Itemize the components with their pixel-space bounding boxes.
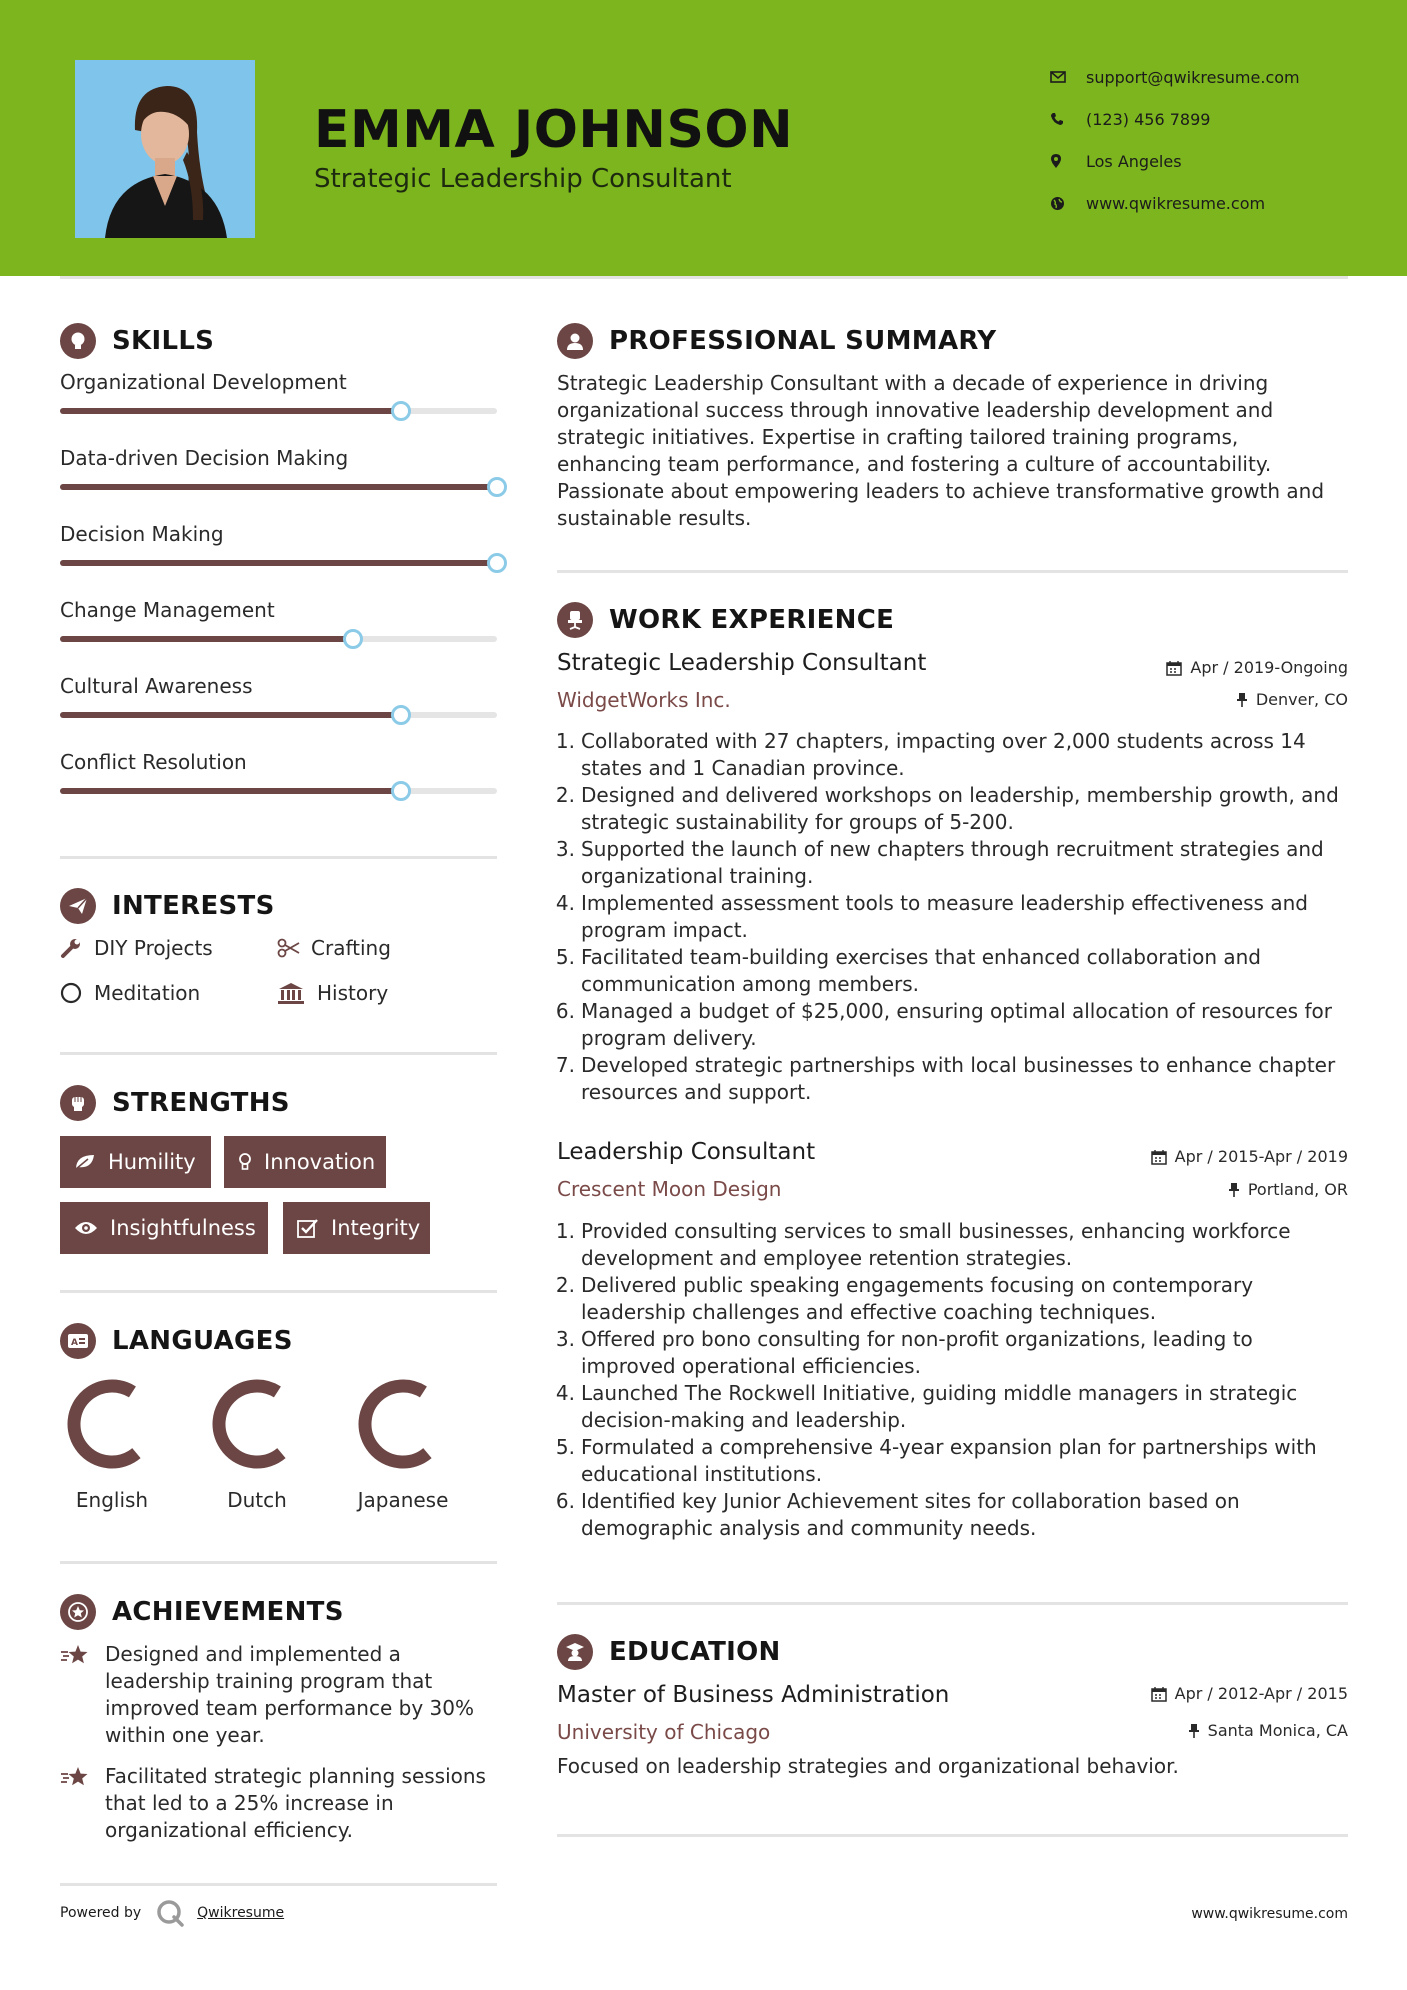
education-description: Focused on leadership strategies and organizational behavior. (557, 1754, 1179, 1778)
interest-crafting (277, 936, 391, 960)
skill-bar-knob (391, 401, 411, 421)
language-ring-arc (203, 1376, 310, 1472)
skill-item (60, 522, 497, 566)
star-icon (60, 1641, 105, 1749)
skill-item (60, 370, 497, 414)
job-location (1236, 690, 1348, 709)
job-location (1228, 1180, 1348, 1199)
skill-label: Conflict Resolution (60, 750, 247, 774)
envelope-icon (1050, 71, 1086, 83)
bullet-number: 6. (555, 999, 575, 1023)
calendar-icon (1151, 1686, 1167, 1702)
contact-website[interactable] (1050, 182, 1300, 224)
contact-website-text: www.qwikresume.com (1086, 193, 1266, 213)
interest-history (277, 981, 388, 1005)
job-bullet (551, 782, 1351, 836)
skill-bar-fill (60, 636, 353, 642)
summary-text: Strategic Leadership Consultant with a decade of experience in driving organizational success through innovative leadership development and strategic initiatives. Expertise in crafting tailored training programs, enhancing team performance, and fostering a culture of accountability. Passionate about empowering leaders to achieve transformative growth and sustainable results. (557, 371, 1325, 530)
interests-divider (60, 1052, 497, 1055)
skill-bar-knob (391, 781, 411, 801)
languages-divider (60, 1561, 497, 1564)
footer-powered-by (60, 1898, 284, 1928)
bullet-text: Offered pro bono consulting for non-profit organizations, leading to improved operational efficiencies. (581, 1327, 1253, 1378)
pushpin-icon (1236, 692, 1248, 708)
job-bullet (551, 1052, 1351, 1106)
job-bullet (551, 1218, 1351, 1272)
interest-label: Meditation (94, 981, 201, 1005)
contact-list (1050, 56, 1300, 224)
bullet-text: Supported the launch of new chapters through recruitment strategies and organizational training. (581, 837, 1324, 888)
language-label: Dutch (227, 1488, 287, 1512)
strengths-title: STRENGTHS (112, 1088, 290, 1118)
job-bullet (551, 998, 1351, 1052)
achievements-divider (60, 1883, 497, 1886)
bullet-text: Collaborated with 27 chapters, impacting over 2,000 students across 14 states and 1 Canadian province. (581, 729, 1306, 780)
strengths-divider (60, 1290, 497, 1293)
skills-heading (60, 323, 214, 359)
skill-bar (60, 408, 497, 414)
interest-label: DIY Projects (94, 936, 213, 960)
skill-bar-knob (487, 553, 507, 573)
education-dates (1151, 1684, 1348, 1703)
summary-heading (557, 323, 996, 359)
paper-plane-icon (60, 888, 96, 924)
skill-item (60, 446, 497, 490)
strength-chip-insightfulness (60, 1202, 268, 1254)
bullet-number: 6. (555, 1489, 575, 1513)
skill-label: Change Management (60, 598, 275, 622)
languages-heading (60, 1323, 293, 1359)
experience-title: WORK EXPERIENCE (609, 605, 895, 635)
skill-bar-knob (343, 629, 363, 649)
job-bullet (551, 836, 1351, 890)
lightbulb-icon (238, 1152, 252, 1172)
bullet-text: Provided consulting services to small businesses, enhancing workforce development and employee retention strategies. (581, 1219, 1291, 1270)
language-ring (197, 1376, 317, 1472)
svg-text:A: A (71, 1338, 78, 1348)
achievements-heading (60, 1594, 344, 1630)
bullet-number: 3. (555, 837, 575, 861)
language-item (343, 1376, 463, 1512)
skill-bar (60, 636, 497, 642)
language-ring-arc (58, 1376, 165, 1472)
bullet-number: 1. (555, 729, 575, 753)
skill-item (60, 750, 497, 794)
skill-bar (60, 560, 497, 566)
experience-heading (557, 602, 894, 638)
footer-url[interactable]: www.qwikresume.com (1191, 1906, 1348, 1922)
bullet-number: 2. (555, 783, 575, 807)
achievement-text: Designed and implemented a leadership training program that improved team performance by 30% within one year. (105, 1642, 474, 1747)
bullet-number: 4. (555, 891, 575, 915)
eye-icon (74, 1220, 98, 1236)
job-bullet (551, 944, 1351, 998)
achievements-title: ACHIEVEMENTS (112, 1597, 344, 1627)
education-dates-text: Apr / 2012-Apr / 2015 (1174, 1684, 1348, 1703)
job-bullet (551, 1272, 1351, 1326)
job-bullet (551, 1488, 1351, 1542)
language-ring (52, 1376, 172, 1472)
strength-label: Innovation (264, 1150, 376, 1174)
strength-label: Insightfulness (110, 1216, 256, 1240)
strength-label: Humility (108, 1150, 196, 1174)
languages-title: LANGUAGES (112, 1326, 293, 1356)
job-bullet-list (551, 728, 1351, 1106)
qwikresume-link[interactable]: Qwikresume (197, 1905, 285, 1921)
bullet-text: Implemented assessment tools to measure leadership effectiveness and program impact. (581, 891, 1308, 942)
calendar-icon (1151, 1149, 1167, 1165)
skills-title: SKILLS (112, 326, 215, 356)
job-bullet (551, 1326, 1351, 1380)
bullet-text: Facilitated team-building exercises that enhanced collaboration and communication among members. (581, 945, 1261, 996)
header-divider (60, 276, 1348, 279)
skill-bar-fill (60, 484, 497, 490)
job-dates-text: Apr / 2015-Apr / 2019 (1174, 1147, 1348, 1166)
job-bullet-list (551, 1218, 1351, 1542)
person-silhouette-icon (75, 60, 255, 238)
contact-location-text: Los Angeles (1086, 151, 1182, 171)
experience-divider (557, 1602, 1348, 1605)
skill-item (60, 674, 497, 718)
language-ring (343, 1376, 463, 1472)
bullet-number: 1. (555, 1219, 575, 1243)
strength-chip-integrity (283, 1202, 430, 1254)
language-item (52, 1376, 172, 1512)
bullet-number: 2. (555, 1273, 575, 1297)
skill-bar (60, 788, 497, 794)
skill-bar-fill (60, 408, 401, 414)
skill-bar-knob (487, 477, 507, 497)
globe-icon (1050, 196, 1086, 211)
interest-meditation (60, 981, 200, 1005)
job-location-text: Portland, OR (1247, 1180, 1348, 1199)
language-item (197, 1376, 317, 1512)
education-location-text: Santa Monica, CA (1207, 1721, 1348, 1740)
bullet-text: Delivered public speaking engagements focusing on contemporary leadership challenges and effective coaching techniques. (581, 1273, 1254, 1324)
achievement-item (60, 1763, 500, 1844)
contact-location (1050, 140, 1300, 182)
scissors-icon (277, 938, 311, 958)
pushpin-icon (1228, 1182, 1240, 1198)
interest-label: Crafting (311, 936, 391, 960)
candidate-name: EMMA JOHNSON (314, 100, 794, 160)
skill-label: Decision Making (60, 522, 224, 546)
skills-divider (60, 856, 497, 859)
profile-photo (75, 60, 255, 238)
skill-bar-fill (60, 560, 497, 566)
skill-bar (60, 484, 497, 490)
interest-label: History (317, 981, 389, 1005)
skill-bar-knob (391, 705, 411, 725)
achievement-text: Facilitated strategic planning sessions that led to a 25% increase in organizational efficiency. (105, 1764, 486, 1842)
bullet-number: 5. (555, 1435, 575, 1459)
contact-phone-text: (123) 456 7899 (1086, 109, 1211, 129)
bullet-text: Identified key Junior Achievement sites for collaboration based on demographic analysis and community needs. (581, 1489, 1240, 1540)
user-icon (557, 323, 593, 359)
education-school: University of Chicago (557, 1720, 771, 1744)
contact-email[interactable] (1050, 56, 1300, 98)
skill-label: Cultural Awareness (60, 674, 253, 698)
degree-title: Master of Business Administration (557, 1682, 950, 1708)
language-ring-arc (349, 1376, 456, 1472)
education-title: EDUCATION (609, 1637, 781, 1667)
job-title: Strategic Leadership Consultant (557, 650, 927, 676)
skill-label: Organizational Development (60, 370, 347, 394)
job-dates-text: Apr / 2019-Ongoing (1190, 658, 1348, 677)
skill-bar-fill (60, 788, 401, 794)
graduate-icon (557, 1634, 593, 1670)
strength-chip-humility (60, 1136, 211, 1188)
strength-chip-innovation (224, 1136, 386, 1188)
bullet-text: Launched The Rockwell Initiative, guiding middle managers in strategic decision-making and leadership. (581, 1381, 1298, 1432)
job-bullet (551, 1380, 1351, 1434)
map-pin-icon (1050, 153, 1086, 169)
language-card-icon (60, 1323, 96, 1359)
museum-icon (277, 982, 317, 1004)
education-divider (557, 1834, 1348, 1837)
checkbox-icon (297, 1218, 319, 1238)
candidate-title: Strategic Leadership Consultant (314, 164, 732, 194)
fist-icon (60, 1085, 96, 1121)
job-bullet (551, 890, 1351, 944)
interest-diy-projects (60, 936, 213, 960)
pushpin-icon (1188, 1723, 1200, 1739)
education-heading (557, 1634, 781, 1670)
contact-phone[interactable] (1050, 98, 1300, 140)
star-icon (60, 1763, 105, 1844)
calendar-icon (1166, 660, 1182, 676)
language-label: English (75, 1488, 149, 1512)
resume-header (0, 0, 1407, 276)
job-bullet (551, 1434, 1351, 1488)
job-dates (1151, 1147, 1348, 1166)
job-company: WidgetWorks Inc. (557, 688, 731, 712)
summary-divider (557, 570, 1348, 573)
job-location-text: Denver, CO (1255, 690, 1348, 709)
bullet-text: Designed and delivered workshops on leadership, membership growth, and strategic sustainability for groups of 5-200. (581, 783, 1339, 834)
skill-bar (60, 712, 497, 718)
interests-title: INTERESTS (112, 891, 275, 921)
star-badge-icon (60, 1594, 96, 1630)
skill-item (60, 598, 497, 642)
powered-by-text: Powered by (60, 1905, 142, 1921)
lightbulb-icon (60, 323, 96, 359)
circle-icon (60, 982, 94, 1004)
strength-label: Integrity (331, 1216, 421, 1240)
wrench-icon (60, 937, 94, 959)
contact-email-text: support@qwikresume.com (1086, 67, 1300, 87)
job-dates (1166, 658, 1348, 677)
phone-icon (1050, 112, 1086, 126)
achievement-item (60, 1641, 500, 1749)
bullet-number: 7. (555, 1053, 575, 1077)
education-location (1188, 1721, 1348, 1740)
bullet-text: Managed a budget of $25,000, ensuring optimal allocation of resources for program delivery. (581, 999, 1332, 1050)
strengths-heading (60, 1085, 290, 1121)
job-bullet (551, 728, 1351, 782)
job-title: Leadership Consultant (557, 1139, 816, 1165)
skill-bar-fill (60, 712, 401, 718)
summary-title: PROFESSIONAL SUMMARY (609, 326, 997, 356)
job-company: Crescent Moon Design (557, 1177, 782, 1201)
language-label: Japanese (357, 1488, 449, 1512)
leaf-icon (74, 1153, 96, 1171)
office-chair-icon (557, 602, 593, 638)
interests-heading (60, 888, 275, 924)
bullet-number: 5. (555, 945, 575, 969)
bullet-number: 4. (555, 1381, 575, 1405)
bullet-number: 3. (555, 1327, 575, 1351)
skill-label: Data-driven Decision Making (60, 446, 349, 470)
qwikresume-logo-icon (155, 1898, 185, 1928)
bullet-text: Developed strategic partnerships with local businesses to enhance chapter resources and support. (581, 1053, 1336, 1104)
bullet-text: Formulated a comprehensive 4-year expansion plan for partnerships with educational institutions. (581, 1435, 1317, 1486)
